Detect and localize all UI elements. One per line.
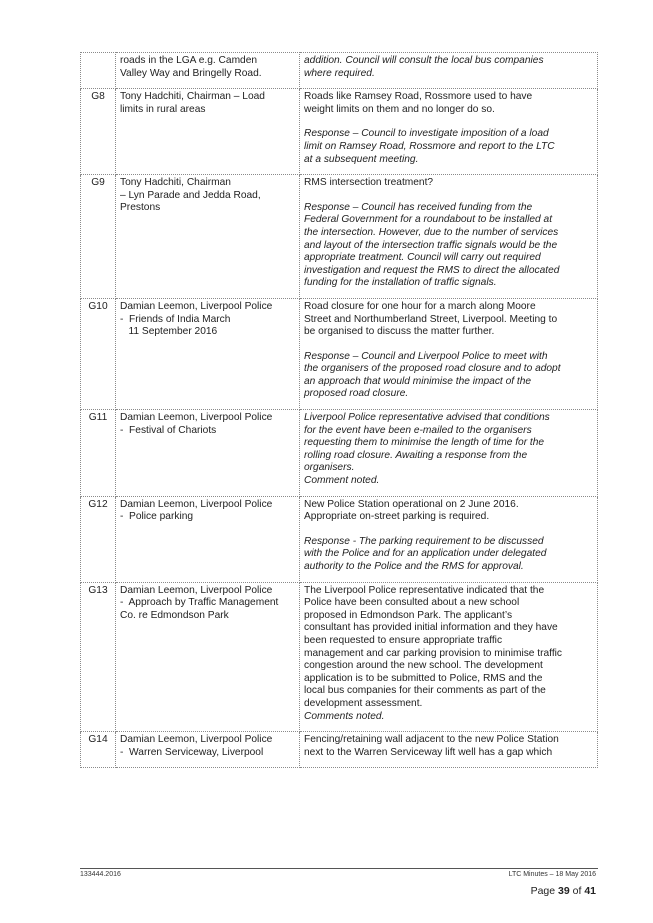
item-detail bbox=[300, 53, 598, 89]
item-id: G11 bbox=[81, 410, 116, 497]
response-line: the intersection. However, due to the number of services bbox=[304, 226, 559, 238]
response-line: organisers. bbox=[304, 462, 355, 474]
item-detail bbox=[300, 496, 598, 582]
description-line: Damian Leemon, Liverpool Police bbox=[120, 412, 273, 424]
description-line: - Festival of Chariots bbox=[120, 424, 217, 436]
response-line: proposed road closure. bbox=[304, 388, 409, 400]
detail-line: Street and Northumberland Street, Liverpool. Meeting to bbox=[304, 313, 558, 325]
response-line: Federal Government for a roundabout to be installed at bbox=[304, 214, 553, 226]
detail-line: RMS intersection treatment? bbox=[304, 177, 434, 189]
response-line: Response – Council to investigate imposition of a load bbox=[304, 128, 549, 140]
item-detail bbox=[300, 175, 598, 299]
response-line: rolling road closure. Awaiting a response from the bbox=[304, 449, 528, 461]
detail-line: Police have been consulted about a new school bbox=[304, 597, 520, 609]
description-line: roads in the LGA e.g. Camden bbox=[120, 55, 258, 66]
description-line: - Warren Serviceway, Liverpool bbox=[120, 746, 264, 758]
paragraph-gap bbox=[304, 339, 593, 351]
response-line: addition. Council will consult the local bus companies bbox=[304, 55, 544, 66]
response-line: Response - The parking requirement to be discussed bbox=[304, 535, 544, 547]
footer-reference: 133444.2016 bbox=[80, 871, 121, 878]
description-line: Valley Way and Bringelly Road. bbox=[120, 67, 262, 79]
table-row bbox=[81, 732, 598, 768]
item-id: G13 bbox=[81, 582, 116, 732]
detail-line: management and car parking provision to minimise traffic bbox=[304, 647, 563, 659]
page-current: 39 bbox=[558, 885, 570, 897]
detail-line: proposed in Edmondson Park. The applicant’s bbox=[304, 609, 513, 621]
response-line: and layout of the intersection traffic signals would be the bbox=[304, 239, 558, 251]
detail-line: Appropriate on-street parking is required. bbox=[304, 511, 490, 523]
response-line: Comment noted. bbox=[304, 475, 380, 487]
item-detail bbox=[300, 298, 598, 409]
item-detail bbox=[300, 582, 598, 732]
table-row bbox=[81, 175, 598, 299]
table-row bbox=[81, 298, 598, 409]
response-line: limit on Ramsey Road, Rossmore and report to the LTC bbox=[304, 140, 555, 152]
detail-line: been requested to ensure appropriate traffic bbox=[304, 634, 503, 646]
minutes-table-body bbox=[81, 53, 598, 768]
response-line: funding for the installation of traffic signals. bbox=[304, 277, 497, 289]
minutes-table bbox=[80, 52, 598, 768]
page-number bbox=[531, 885, 596, 897]
footer-rule bbox=[80, 868, 598, 869]
item-description bbox=[116, 582, 300, 732]
description-line: Prestons bbox=[120, 202, 161, 214]
response-line: an approach that would minimise the impact of the bbox=[304, 375, 532, 387]
footer-title: LTC Minutes – 18 May 2016 bbox=[508, 871, 596, 878]
item-description bbox=[116, 53, 300, 89]
item-id: G10 bbox=[81, 298, 116, 409]
description-line: Tony Hadchiti, Chairman bbox=[120, 177, 231, 189]
response-line: where required. bbox=[304, 67, 375, 79]
detail-line: Fencing/retaining wall adjacent to the new Police Station bbox=[304, 734, 559, 746]
response-line: Response – Council and Liverpool Police to meet with bbox=[304, 350, 548, 362]
item-description bbox=[116, 732, 300, 768]
table-row bbox=[81, 496, 598, 582]
description-line: Tony Hadchiti, Chairman – Load bbox=[120, 91, 265, 103]
description-line: Co. re Edmondson Park bbox=[120, 609, 229, 621]
response-line: Liverpool Police representative advised that conditions bbox=[304, 412, 550, 424]
description-line: limits in rural areas bbox=[120, 103, 206, 115]
table-row bbox=[81, 582, 598, 732]
description-line: - Police parking bbox=[120, 511, 194, 523]
response-line: requesting them to minimise the length of time for the bbox=[304, 437, 545, 449]
paragraph-gap bbox=[304, 116, 593, 128]
detail-line: consultant has provided initial information and they have bbox=[304, 622, 558, 634]
detail-line: Roads like Ramsey Road, Rossmore used to have bbox=[304, 91, 533, 103]
detail-line: development assessment. bbox=[304, 697, 423, 709]
page-of: of bbox=[569, 885, 585, 897]
table-row bbox=[81, 53, 598, 89]
detail-line: congestion around the new school. The development bbox=[304, 660, 543, 672]
paragraph-gap bbox=[304, 190, 593, 202]
response-line: at a subsequent meeting. bbox=[304, 153, 419, 165]
page-total: 41 bbox=[584, 885, 596, 897]
description-line: 11 September 2016 bbox=[120, 326, 218, 338]
description-line: Damian Leemon, Liverpool Police bbox=[120, 300, 273, 312]
detail-line: next to the Warren Serviceway lift well has a gap which bbox=[304, 746, 553, 758]
description-line: – Lyn Parade and Jedda Road, bbox=[120, 189, 261, 201]
detail-line: The Liverpool Police representative indicated that the bbox=[304, 584, 545, 596]
item-id: G12 bbox=[81, 496, 116, 582]
table-row bbox=[81, 410, 598, 497]
detail-line: be organised to discuss the matter further. bbox=[304, 326, 495, 338]
paragraph-gap bbox=[304, 524, 593, 536]
detail-line: Road closure for one hour for a march along Moore bbox=[304, 300, 536, 312]
item-detail bbox=[300, 410, 598, 497]
item-id bbox=[81, 53, 116, 89]
detail-line: New Police Station operational on 2 June 2016. bbox=[304, 498, 519, 510]
response-line: with the Police and for an application under delegated bbox=[304, 548, 547, 560]
item-description bbox=[116, 89, 300, 175]
description-line: Damian Leemon, Liverpool Police bbox=[120, 498, 273, 510]
response-line: authority to the Police and the RMS for approval. bbox=[304, 561, 524, 572]
item-detail bbox=[300, 732, 598, 768]
table-row bbox=[81, 89, 598, 175]
item-id: G8 bbox=[81, 89, 116, 175]
page-prefix: Page bbox=[530, 885, 559, 897]
item-description bbox=[116, 298, 300, 409]
response-line: the organisers of the proposed road closure and to adopt bbox=[304, 363, 561, 375]
description-line: Damian Leemon, Liverpool Police bbox=[120, 584, 273, 596]
item-detail bbox=[300, 89, 598, 175]
response-line: appropriate treatment. Council will carry out required bbox=[304, 252, 541, 264]
detail-line: application is to be submitted to Police, RMS and the bbox=[304, 672, 543, 684]
item-description bbox=[116, 496, 300, 582]
response-line: for the event have been e-mailed to the organisers bbox=[304, 424, 532, 436]
detail-line: local bus companies for their comments as part of the bbox=[304, 685, 546, 697]
response-line: investigation and request the RMS to direct the allocated bbox=[304, 264, 560, 276]
item-id: G14 bbox=[81, 732, 116, 768]
description-line: Damian Leemon, Liverpool Police bbox=[120, 734, 273, 746]
detail-line: weight limits on them and no longer do so. bbox=[304, 103, 495, 115]
item-description bbox=[116, 410, 300, 497]
description-line: - Approach by Traffic Management bbox=[120, 597, 279, 609]
description-line: - Friends of India March bbox=[120, 313, 231, 325]
item-description bbox=[116, 175, 300, 299]
response-line: Comments noted. bbox=[304, 710, 385, 722]
item-id: G9 bbox=[81, 175, 116, 299]
response-line: Response – Council has received funding from the bbox=[304, 201, 533, 213]
